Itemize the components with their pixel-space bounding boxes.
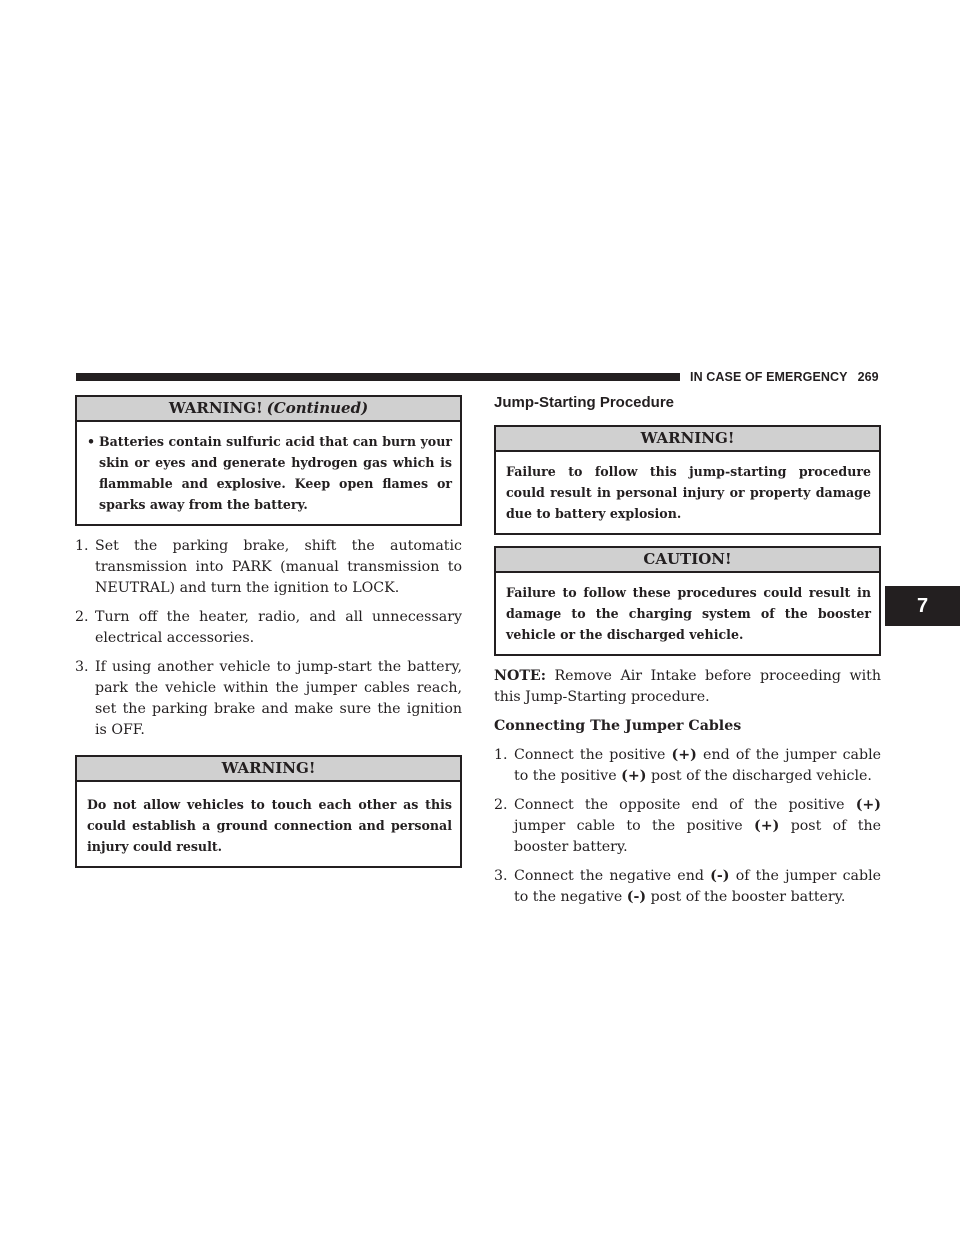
list-item <box>494 866 881 908</box>
polarity-label: (+) <box>671 747 697 763</box>
note-text: Remove Air Intake before proceeding with this Jump-Starting procedure. <box>494 668 881 705</box>
step-text-part: post of the booster battery. <box>514 818 882 855</box>
step-text-part: post of the booster battery. <box>650 889 846 905</box>
step-text <box>514 745 881 787</box>
warning-body: Failure to follow this jump-starting procedure could result in personal injury or property damage due to battery explosion. <box>506 464 871 521</box>
left-column <box>75 395 462 868</box>
note-label: NOTE: <box>494 668 546 684</box>
polarity-label: (+) <box>621 768 647 784</box>
step-text: If using another vehicle to jump-start the battery, park the vehicle within the jumper cables reach, set the parking brake and make sure the ignition is OFF. <box>95 659 462 738</box>
step-text-part: end of the jumper cable to the positive <box>514 747 882 784</box>
step-text-part: of the jumper cable to the negative <box>514 868 882 905</box>
caution-box <box>494 546 881 656</box>
polarity-label: (+) <box>754 818 780 834</box>
polarity-label: (-) <box>626 889 647 905</box>
step-number: 3. <box>494 868 508 884</box>
step-number: 2. <box>494 797 508 813</box>
warning-heading: WARNING! <box>77 757 460 782</box>
step-text-part: Connect the positive <box>514 747 666 763</box>
step-text-part: jumper cable to the positive <box>514 818 743 834</box>
step-text: Turn off the heater, radio, and all unnecessary electrical accessories. <box>95 609 462 646</box>
section-title: Jump-Starting Procedure <box>494 394 675 411</box>
step-text <box>514 795 881 858</box>
step-text-part: post of the discharged vehicle. <box>650 768 872 784</box>
warning-box-continued <box>75 395 462 526</box>
jumper-cable-steps <box>494 745 881 908</box>
polarity-label: (-) <box>710 868 730 884</box>
caution-body: Failure to follow these procedures could result in damage to the charging system of the booster vehicle or the discharged vehicle. <box>506 585 871 642</box>
caution-heading: CAUTION! <box>496 548 879 573</box>
list-item <box>75 536 462 599</box>
step-number: 1. <box>494 747 508 763</box>
warning-body: Do not allow vehicles to touch each other as this could establish a ground connection and personal injury could result. <box>87 797 452 854</box>
step-text <box>514 866 881 908</box>
running-header <box>690 367 879 387</box>
warning-box-vehicles <box>75 755 462 868</box>
warning-bullet <box>87 431 452 515</box>
warning-box-jump <box>494 425 881 535</box>
step-number: 2. <box>75 609 89 625</box>
subsection-heading: Connecting The Jumper Cables <box>494 718 742 734</box>
note-paragraph <box>494 666 881 708</box>
step-text-part: Connect the negative end <box>514 868 704 884</box>
battery-prep-steps <box>75 536 462 741</box>
step-text: Set the parking brake, shift the automatic transmission into PARK (manual transmission to NEUTRAL) and turn the ignition to LOCK. <box>95 538 462 596</box>
warning-title: WARNING! <box>168 399 263 417</box>
list-item <box>75 657 462 741</box>
continued-label: (Continued) <box>266 399 369 417</box>
step-number: 1. <box>75 538 89 554</box>
header-rule <box>76 373 680 381</box>
warning-heading: WARNING! <box>496 427 879 452</box>
warning-heading <box>77 397 460 422</box>
list-item <box>75 607 462 649</box>
list-item <box>494 795 881 858</box>
page-number: 269 <box>857 370 879 384</box>
warning-body <box>77 422 460 524</box>
polarity-label: (+) <box>855 797 882 813</box>
header-section-title: IN CASE OF EMERGENCY <box>690 370 848 384</box>
step-text-part: Connect the opposite end of the positive <box>514 797 845 813</box>
step-number: 3. <box>75 659 89 675</box>
chapter-tab: 7 <box>885 586 960 626</box>
list-item <box>494 745 881 787</box>
right-column <box>494 393 881 916</box>
warning-bullet-text: Batteries contain sulfuric acid that can burn your skin or eyes and generate hydrogen gas which is flammable and explosive. Keep open flames or sparks away from the battery. <box>99 434 452 512</box>
bullet-glyph: • <box>87 434 96 449</box>
